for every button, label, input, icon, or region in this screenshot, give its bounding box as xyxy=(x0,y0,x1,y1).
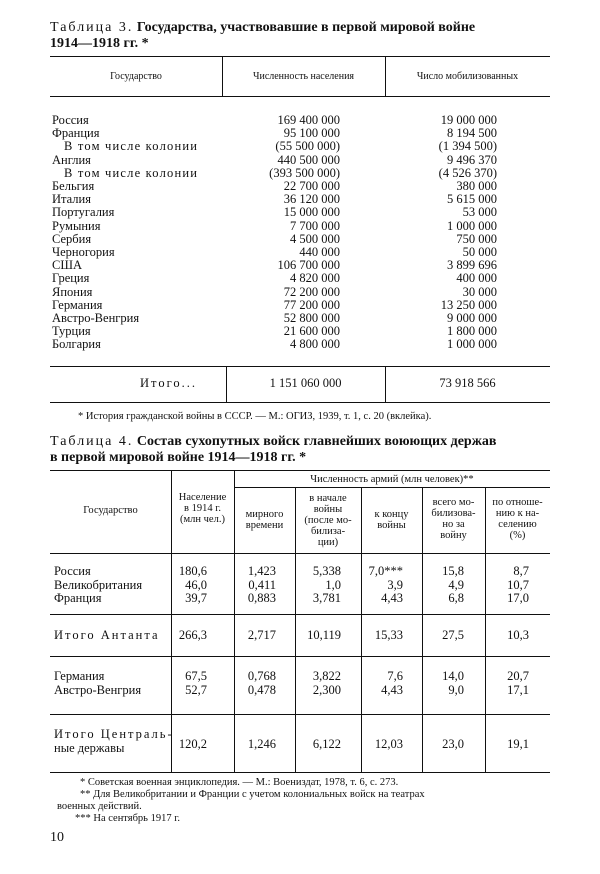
table3-row-population: 22 700 000 xyxy=(283,179,340,193)
table4-row-total: 6,8 xyxy=(448,591,464,605)
table3-footnote: * История гражданской войны в СССР. — М.: ОГИЗ, 1939, т. 1, с. 20 (вклейка). xyxy=(78,411,432,422)
table3-row-mobilized: 1 000 000 xyxy=(447,337,497,352)
table3-row-state: Португалия xyxy=(52,205,115,220)
table3-row-state: Италия xyxy=(52,192,91,207)
table3-total-mobilized: 73 918 566 xyxy=(439,376,496,390)
table3-row-state: В том числе колонии xyxy=(64,139,199,154)
table3-row-population: 52 800 000 xyxy=(283,311,340,325)
table3-row-mobilized: (1 394 500) xyxy=(438,139,497,154)
table3-row-mobilized: 400 000 xyxy=(456,271,497,286)
table3-row-mobilized: 53 000 xyxy=(462,205,497,220)
table4-caption-prefix: Таблица 4. xyxy=(50,434,134,449)
table3-row-mobilized: 3 899 696 xyxy=(447,258,497,273)
table3-row-state: Австро-Венгрия xyxy=(52,311,140,325)
table4-subtotal-central-label-1: Итого Централь- xyxy=(54,727,174,741)
table3-row-state: Греция xyxy=(52,271,90,286)
table4-row-percent: 20,7 xyxy=(507,669,529,683)
table4-row-end: 4,43 xyxy=(381,682,403,697)
table4-row-percent: 8,7 xyxy=(513,564,529,578)
table4-header-state: Государство xyxy=(83,505,138,516)
table4-row-percent: 17,0 xyxy=(507,591,529,605)
table4-row-population: 67,5 xyxy=(185,669,207,683)
table4-rule-entente-top xyxy=(50,614,550,615)
page-number: 10 xyxy=(50,830,64,845)
table3-row-population: 15 000 000 xyxy=(283,205,340,220)
table4-row-total: 4,9 xyxy=(448,577,464,592)
table3-caption-text: Государства, участвовавшие в первой мировой войне xyxy=(136,20,476,35)
table4-bottom-rule xyxy=(50,772,550,773)
table4-row-end: 3,9 xyxy=(387,577,403,592)
table3-row-mobilized: 1 000 000 xyxy=(447,218,497,233)
table4-footnote-1: * Советская военная энциклопедия. — М.: Воениздат, 1978, т. 6, с. 273. xyxy=(80,777,399,788)
table4-subtotal-entente-start: 10,119 xyxy=(307,628,341,642)
table4-subtotal-central-peace: 1,246 xyxy=(247,737,276,751)
table4-group-rule xyxy=(234,487,550,488)
table3-row-state: Бельгия xyxy=(52,179,95,193)
table4-row-peace: 0,411 xyxy=(248,577,276,592)
table3-row-state: Япония xyxy=(52,284,93,299)
table4-row-peace: 0,883 xyxy=(247,591,276,605)
table4-footnote-2: ** Для Великобритании и Франции с учетом колониальных войск на театрах xyxy=(80,789,425,800)
table3-header-population: Численность населения xyxy=(252,71,355,82)
table3-top-rule xyxy=(50,56,550,57)
table4-row-state: Германия xyxy=(54,669,105,683)
table3-row-mobilized: 9 000 000 xyxy=(447,311,497,325)
table4-header-population: Население в 1914 г. (млн чел.) xyxy=(178,492,227,525)
table3-row-population: 4 800 000 xyxy=(290,337,340,352)
table3-header-rule xyxy=(50,96,550,97)
table3-row-mobilized: 750 000 xyxy=(456,231,497,246)
table3-total-label: Итого... xyxy=(140,376,198,390)
table4-subtotal-central-population: 120,2 xyxy=(178,737,207,751)
table4-header-percent: по отноше- нию к на- селению (%) xyxy=(492,497,543,541)
table4-rule-central-top xyxy=(50,714,550,715)
table3-row-mobilized: 9 496 370 xyxy=(447,152,497,167)
table4-subtotal-entente-peace: 2,717 xyxy=(247,628,276,642)
table4-row-end: 7,6 xyxy=(387,669,403,683)
table4-caption-line2: в первой мировой войне 1914—1918 гг. * xyxy=(50,450,307,465)
table4-row-percent: 10,7 xyxy=(507,577,529,592)
table4-subtotal-central-end: 12,03 xyxy=(374,737,403,751)
table3-row-mobilized: 30 000 xyxy=(462,284,497,299)
table3-row-state: Россия xyxy=(52,113,89,127)
table3-row-population: 95 100 000 xyxy=(283,126,340,141)
table3-total-population: 1 151 060 000 xyxy=(269,376,342,390)
table4-subtotal-entente-end: 15,33 xyxy=(374,628,403,642)
table3-row-state: Сербия xyxy=(52,231,92,246)
table3-row-state: Турция xyxy=(52,324,91,339)
table4-subtotal-entente-percent: 10,3 xyxy=(507,628,529,642)
table4-header-rule xyxy=(50,553,550,554)
table4-row-population: 46,0 xyxy=(185,577,207,592)
table4-footnote-3: военных действий. xyxy=(57,801,142,812)
table3-row-state: Германия xyxy=(52,297,103,312)
table4-caption-text: Состав сухопутных войск главнейших воюющих держав xyxy=(136,434,497,449)
table4-top-rule xyxy=(50,470,550,471)
table3-header-mobilized: Число мобилизованных xyxy=(416,71,519,82)
table3-row-population: 440 000 xyxy=(299,245,340,259)
table3-row-state: Черногория xyxy=(52,245,115,259)
table4-rule-entente-bottom xyxy=(50,656,550,657)
table4-header-peace: мирного времени xyxy=(245,509,284,531)
table3-row-population: 36 120 000 xyxy=(283,192,340,207)
table3-row-mobilized: (4 526 370) xyxy=(438,165,497,180)
table4-header-total-mobilized: всего мо- билизова- но за войну xyxy=(431,497,476,541)
table3-row-state: Румыния xyxy=(52,218,101,233)
table3-row-mobilized: 8 194 500 xyxy=(447,126,497,141)
table3-row-population: 21 600 000 xyxy=(283,324,340,339)
table3-row-population: (393 500 000) xyxy=(269,165,340,180)
table3-row-mobilized: 1 800 000 xyxy=(447,324,497,339)
table4-subtotal-central-percent: 19,1 xyxy=(507,737,529,751)
table4-row-population: 52,7 xyxy=(185,682,207,697)
table3-row-mobilized: 19 000 000 xyxy=(440,113,497,127)
table4-row-end: 4,43 xyxy=(381,591,403,605)
table3-row-population: 4 820 000 xyxy=(290,271,340,286)
table4-row-start: 5,338 xyxy=(312,564,341,578)
table4-subtotal-central-total: 23,0 xyxy=(442,737,464,751)
table4-row-state: Австро-Венгрия xyxy=(54,682,142,697)
table4-caption-line1 xyxy=(50,434,496,449)
table4-row-state: Франция xyxy=(54,591,102,605)
table3-row-population: 7 700 000 xyxy=(290,218,340,233)
table4-row-population: 39,7 xyxy=(185,591,207,605)
table3-bottom-rule xyxy=(50,402,550,403)
table3-row-state: Болгария xyxy=(52,337,101,352)
table4-header-start: в начале войны (после мо- билиза- ции) xyxy=(304,493,352,548)
table3-row-population: 72 200 000 xyxy=(283,284,340,299)
table4-row-start: 3,822 xyxy=(312,669,341,683)
table4-row-peace: 1,423 xyxy=(247,564,276,578)
table4-row-start: 1,0 xyxy=(325,577,341,592)
table3-header-state: Государство xyxy=(110,71,162,82)
table3-row-state: Англия xyxy=(52,152,91,167)
table3-row-mobilized: 50 000 xyxy=(462,245,497,259)
table3-row-state: США xyxy=(52,258,82,273)
table3-row-mobilized: 380 000 xyxy=(456,179,497,193)
table3-row-population: 4 500 000 xyxy=(290,231,340,246)
table3-row-population: 169 400 000 xyxy=(277,113,340,127)
table4-row-total: 15,8 xyxy=(442,564,464,578)
table4-row-end: 7,0*** xyxy=(368,564,403,578)
table4-row-peace: 0,478 xyxy=(247,682,276,697)
table3-row-population: 440 500 000 xyxy=(277,152,340,167)
table4-row-percent: 17,1 xyxy=(507,682,529,697)
table3-row-population: 106 700 000 xyxy=(277,258,340,273)
table4-subtotal-central-label-2: ные державы xyxy=(54,741,125,755)
table3-row-state: В том числе колонии xyxy=(64,165,199,180)
table3-caption-prefix: Таблица 3. xyxy=(50,20,134,35)
table4-row-peace: 0,768 xyxy=(247,669,276,683)
table4-subtotal-entente-label: Итого Антанта xyxy=(54,628,160,642)
table4-row-total: 14,0 xyxy=(442,669,464,683)
table4-row-state: Великобритания xyxy=(54,577,143,592)
table4-subtotal-entente-population: 266,3 xyxy=(178,628,207,642)
table4-row-population: 180,6 xyxy=(178,564,207,578)
table3-caption-line2: 1914—1918 гг. * xyxy=(50,36,149,51)
table3-row-mobilized: 5 615 000 xyxy=(447,192,497,207)
table4-row-start: 2,300 xyxy=(312,682,341,697)
table3-row-population: (55 500 000) xyxy=(275,139,340,154)
table3-row-mobilized: 13 250 000 xyxy=(440,297,497,312)
table3-caption-line1 xyxy=(50,20,475,35)
table3-row-state: Франция xyxy=(52,126,100,141)
table4-row-total: 9,0 xyxy=(448,682,464,697)
table4-subtotal-central-start: 6,122 xyxy=(312,737,341,751)
table4-subtotal-entente-total: 27,5 xyxy=(442,628,464,642)
table4-row-start: 3,781 xyxy=(312,591,341,605)
table4-footnote-4: *** На сентябрь 1917 г. xyxy=(75,813,180,824)
table3-total-rule-top xyxy=(50,366,550,367)
table4-row-state: Россия xyxy=(54,564,91,578)
table3-row-population: 77 200 000 xyxy=(283,297,340,312)
table4-header-army-group: Численность армий (млн человек)** xyxy=(310,474,474,485)
table4-header-end: к концу войны xyxy=(374,509,409,531)
